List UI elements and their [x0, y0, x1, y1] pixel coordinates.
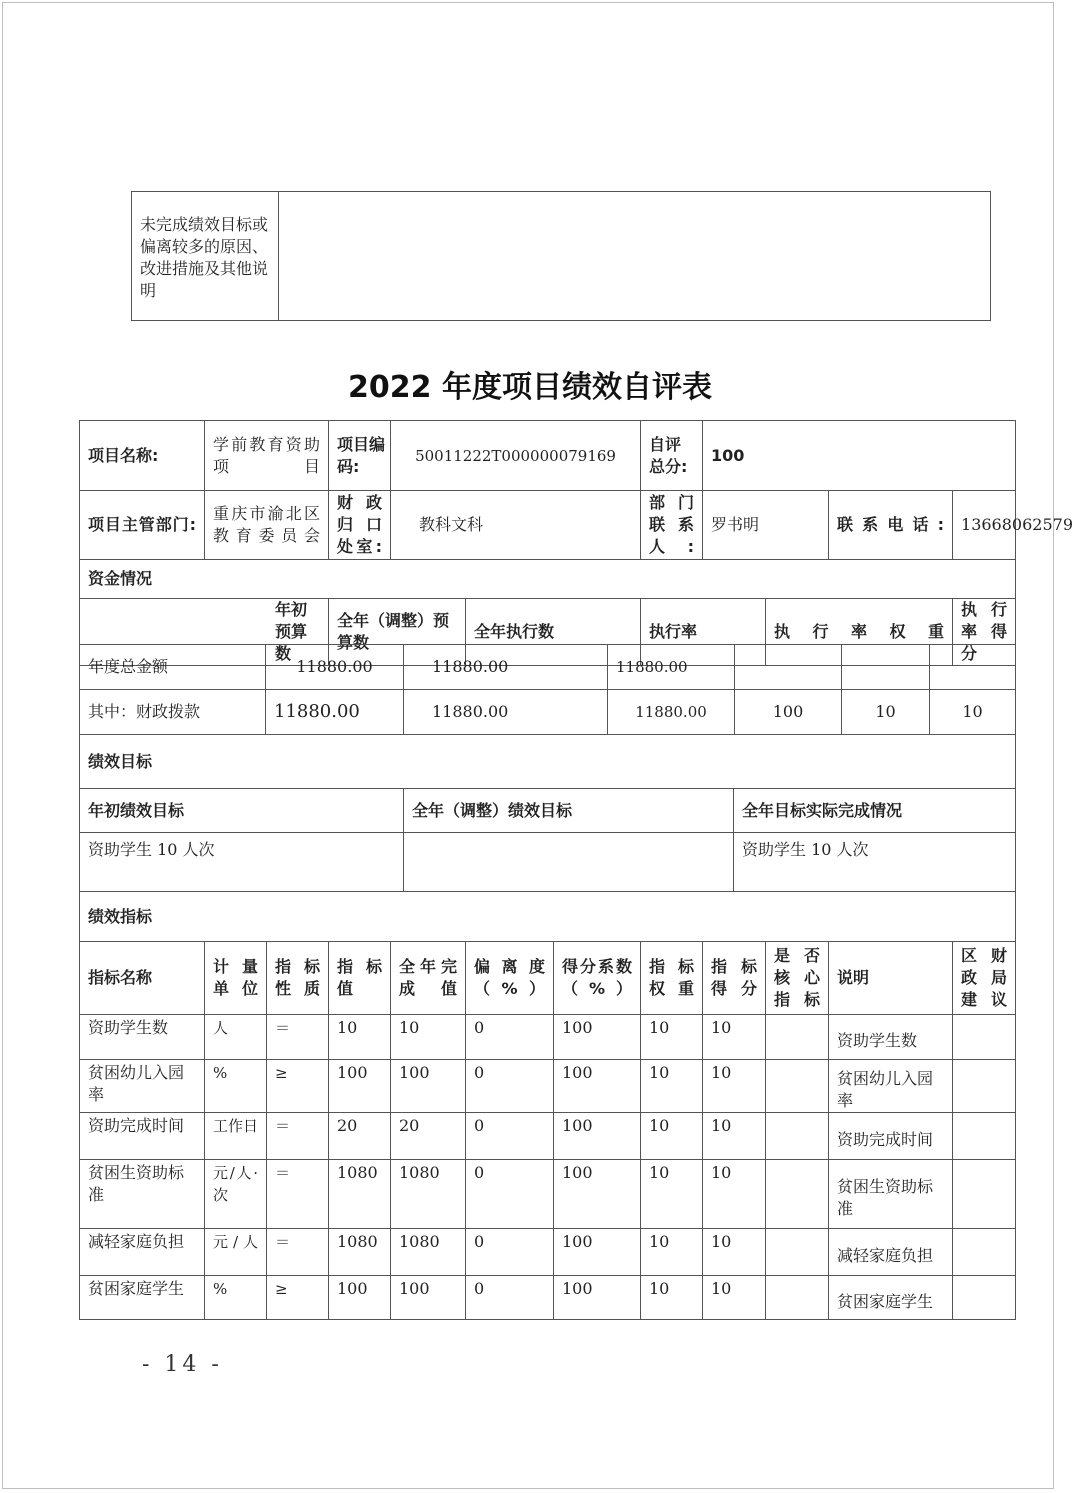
funds-cell: 11880.00 [608, 690, 735, 735]
funds-cell: 11880.00 [404, 690, 608, 735]
indicator-cell: 10 [703, 1113, 766, 1160]
indicator-cell: 贫困家庭学生 [829, 1276, 953, 1320]
page-number: - 14 - [142, 1352, 223, 1377]
indicator-cell [953, 1113, 1016, 1160]
indicator-cell: 10 [703, 1160, 766, 1229]
indicator-cell: 100 [554, 1015, 641, 1060]
funds-header-executed: 全年执行数 [466, 599, 641, 666]
indicator-cell: 10 [391, 1015, 466, 1060]
funds-row-label: 其中：财政拨款 [80, 690, 266, 735]
indicators-header-row [80, 942, 1016, 1015]
ind-header: 区财政局建议 [953, 942, 1016, 1015]
funds-cell: 11880.00 [404, 645, 608, 690]
indicator-cell: 100 [554, 1113, 641, 1160]
self-score-label: 自评总分: [641, 421, 703, 491]
funds-row-label: 年度总金额 [80, 645, 266, 690]
ind-header: 说明 [829, 942, 953, 1015]
project-code-label: 项目编码: [329, 421, 391, 491]
indicator-cell [766, 1160, 829, 1229]
indicator-cell: 100 [391, 1060, 466, 1113]
finance-office-label: 财政归口处室: [329, 491, 391, 560]
indicator-cell: 0 [466, 1229, 554, 1276]
funds-cell: 10 [842, 690, 930, 735]
ind-header: 得分系数（%） [554, 942, 641, 1015]
indicator-cell [766, 1276, 829, 1320]
indicator-cell: 0 [466, 1276, 554, 1320]
indicator-cell: 100 [329, 1276, 391, 1320]
indicator-cell: 10 [641, 1276, 703, 1320]
top-note-value [279, 192, 991, 321]
indicator-cell: ＝ [267, 1160, 329, 1229]
indicator-cell: 10 [641, 1229, 703, 1276]
funds-header-rate-weight: 执行率权重 [766, 599, 953, 666]
page-title: 2022 年度项目绩效自评表 [348, 370, 712, 405]
indicator-cell: 资助学生数 [829, 1015, 953, 1060]
indicator-cell: 100 [554, 1276, 641, 1320]
indicator-cell: 10 [329, 1015, 391, 1060]
indicator-cell: 20 [329, 1113, 391, 1160]
indicator-row [80, 1060, 1016, 1113]
indicator-cell [766, 1015, 829, 1060]
indicator-row [80, 1229, 1016, 1276]
indicator-cell: 贫困家庭学生 [80, 1276, 205, 1320]
indicator-cell: 0 [466, 1060, 554, 1113]
funds-cell [735, 645, 842, 690]
funds-cell: 11880.00 [266, 645, 404, 690]
indicator-row [80, 1276, 1016, 1320]
contact-value: 罗书明 [703, 491, 829, 560]
indicator-cell: ＝ [267, 1113, 329, 1160]
project-code-value: 50011222T000000079169 [391, 421, 641, 491]
funds-header-initial-budget: 年初预算数 [80, 599, 329, 666]
indicator-cell [953, 1160, 1016, 1229]
ind-header: 是否核心指标 [766, 942, 829, 1015]
dept-value: 重庆市渝北区教育委员会 [205, 491, 329, 560]
indicator-cell: 100 [554, 1160, 641, 1229]
evaluation-table [79, 420, 1073, 666]
indicator-cell: 减轻家庭负担 [829, 1229, 953, 1276]
ind-header: 偏离度（%） [466, 942, 554, 1015]
indicator-cell [766, 1229, 829, 1276]
indicator-cell: ≥ [267, 1276, 329, 1320]
indicator-cell [953, 1015, 1016, 1060]
top-note-label: 未完成绩效目标或偏离较多的原因、改进措施及其他说明 [132, 192, 279, 321]
goals-adjusted-value [404, 833, 734, 892]
contact-label: 部门联系人: [641, 491, 703, 560]
funds-header-rate: 执行率 [641, 599, 766, 666]
ind-header: 指标名称 [80, 942, 205, 1015]
indicator-cell: 贫困幼儿入园率 [829, 1060, 953, 1113]
indicator-cell: 10 [703, 1229, 766, 1276]
funds-section-title: 资金情况 [80, 560, 1016, 599]
funds-cell: 10 [930, 690, 1016, 735]
project-name-value: 学前教育资助项目 [205, 421, 329, 491]
ind-header: 指标性质 [267, 942, 329, 1015]
indicator-cell: 100 [391, 1276, 466, 1320]
indicator-cell: 贫困生资助标准 [80, 1160, 205, 1229]
indicator-cell: 工作日 [205, 1113, 267, 1160]
indicator-cell: 1080 [329, 1160, 391, 1229]
indicator-cell: 10 [703, 1015, 766, 1060]
indicator-cell: 10 [703, 1276, 766, 1320]
indicator-cell: 资助学生数 [80, 1015, 205, 1060]
indicator-cell: % [205, 1060, 267, 1113]
goals-header-adjusted: 全年（调整）绩效目标 [404, 789, 734, 833]
project-name-label: 项目名称: [80, 421, 205, 491]
indicator-cell: 资助完成时间 [80, 1113, 205, 1160]
goals-section-title: 绩效目标 [80, 735, 1016, 789]
indicator-cell: 1080 [391, 1229, 466, 1276]
funds-cell: 11880.00 [608, 645, 735, 690]
indicator-cell [953, 1060, 1016, 1113]
indicator-cell: 元/人·次 [205, 1160, 267, 1229]
self-score-value: 100 [703, 421, 1016, 491]
indicator-cell: ＝ [267, 1015, 329, 1060]
indicator-cell [953, 1229, 1016, 1276]
indicator-cell: ＝ [267, 1229, 329, 1276]
indicator-cell: ≥ [267, 1060, 329, 1113]
dept-label: 项目主管部门: [80, 491, 205, 560]
goals-initial-value: 资助学生 10 人次 [80, 833, 404, 892]
funds-header-adjusted-budget: 全年（调整）预算数 [329, 599, 466, 666]
indicator-cell: 1080 [329, 1229, 391, 1276]
ind-header: 全年完成值 [391, 942, 466, 1015]
indicator-cell: 10 [641, 1113, 703, 1160]
indicator-cell: 20 [391, 1113, 466, 1160]
ind-header: 指标得分 [703, 942, 766, 1015]
phone-value: 13668062579 [953, 491, 1016, 560]
indicator-cell: 减轻家庭负担 [80, 1229, 205, 1276]
funds-rows-table [79, 644, 1016, 735]
phone-label: 联系电话: [829, 491, 953, 560]
funds-cell: 100 [735, 690, 842, 735]
funds-cell [842, 645, 930, 690]
goals-header-initial: 年初绩效目标 [80, 789, 404, 833]
ind-header: 计量单位 [205, 942, 267, 1015]
goals-actual-value: 资助学生 10 人次 [734, 833, 1016, 892]
funds-cell: 11880.00 [266, 690, 404, 735]
indicator-row [80, 1160, 1016, 1229]
indicator-cell: 贫困幼儿入园率 [80, 1060, 205, 1113]
indicator-cell: 1080 [391, 1160, 466, 1229]
indicator-cell: 贫困生资助标准 [829, 1160, 953, 1229]
indicator-cell: 10 [641, 1015, 703, 1060]
ind-header: 指标值 [329, 942, 391, 1015]
indicator-cell: 资助完成时间 [829, 1113, 953, 1160]
indicator-cell: 元/人 [205, 1229, 267, 1276]
indicator-row [80, 1113, 1016, 1160]
indicator-cell: 100 [329, 1060, 391, 1113]
funds-cell [930, 645, 1016, 690]
indicator-cell: 10 [641, 1060, 703, 1113]
finance-office-value: 教科文科 [391, 491, 641, 560]
indicator-cell: 人 [205, 1015, 267, 1060]
funds-header-rate-score: 执行率得分 [953, 599, 1016, 666]
indicator-cell [766, 1113, 829, 1160]
ind-header: 指标权重 [641, 942, 703, 1015]
goals-header-actual: 全年目标实际完成情况 [734, 789, 1016, 833]
indicator-row [80, 1015, 1016, 1060]
indicator-cell [953, 1276, 1016, 1320]
goals-table [79, 734, 1016, 942]
indicator-cell: 100 [554, 1229, 641, 1276]
indicator-cell [766, 1060, 829, 1113]
indicator-cell: 0 [466, 1160, 554, 1229]
indicators-section-title: 绩效指标 [80, 892, 1016, 942]
indicator-cell: 10 [641, 1160, 703, 1229]
top-note-table [131, 191, 991, 321]
indicator-cell: 10 [703, 1060, 766, 1113]
indicator-cell: 0 [466, 1015, 554, 1060]
indicator-cell: 100 [554, 1060, 641, 1113]
indicator-cell: % [205, 1276, 267, 1320]
indicator-cell: 0 [466, 1113, 554, 1160]
indicators-table [79, 941, 1016, 1320]
